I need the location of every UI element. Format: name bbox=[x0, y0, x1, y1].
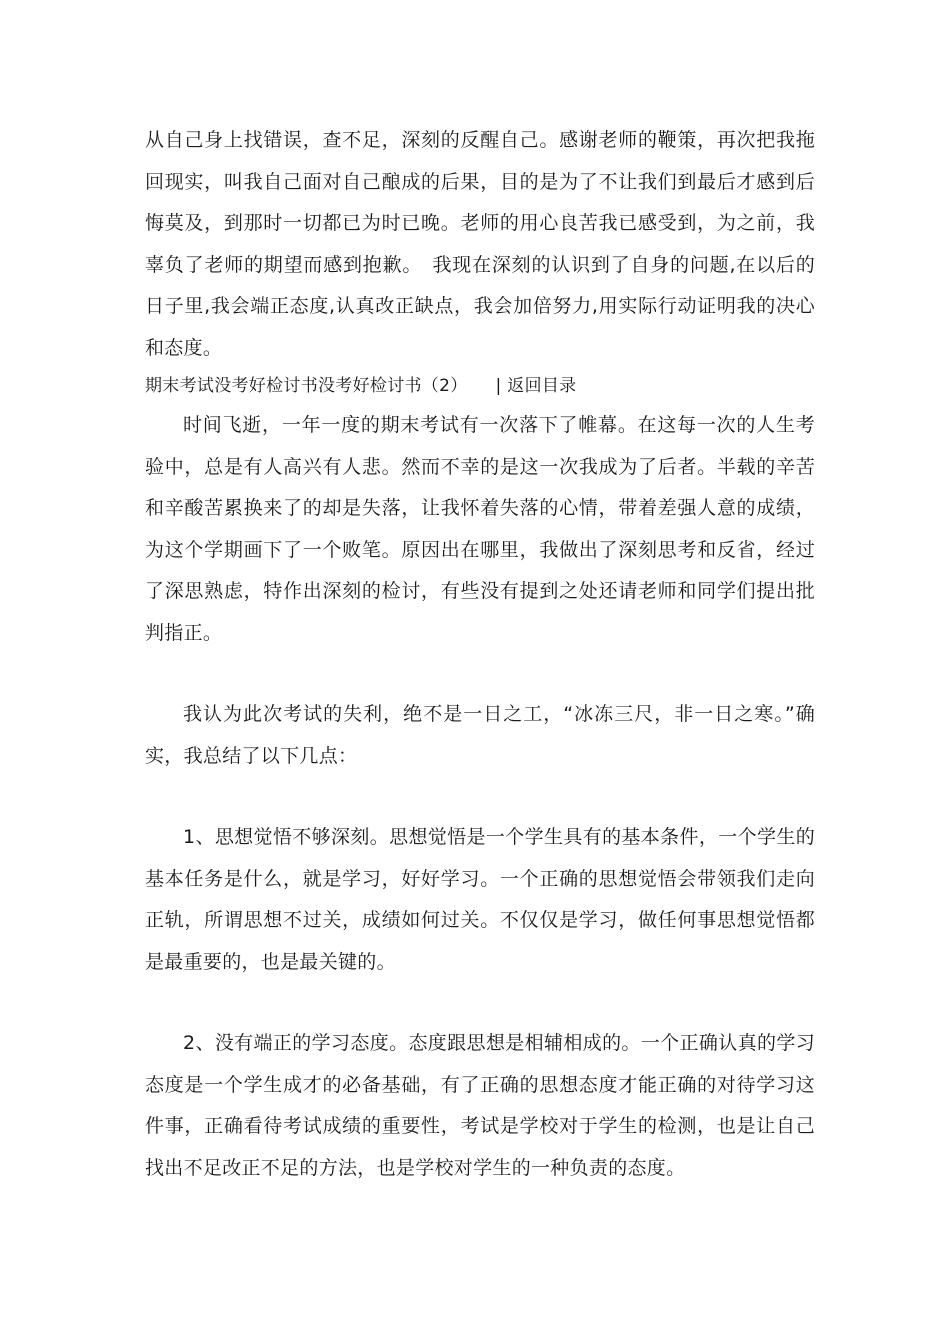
section-heading bbox=[145, 369, 815, 403]
back-to-toc-link[interactable]: 返回目录 bbox=[507, 376, 577, 396]
document-page bbox=[145, 120, 815, 1189]
intro-paragraph: 从自己身上找错误，查不足，深刻的反醒自己。感谢老师的鞭策，再次把我拖回现实，叫我自己面对自己酿成的后果，目的是为了不让我们到最后才感到后悔莫及，到那时一切都已为时已晚。老师的用心良苦我已感受到，为之前，我辜负了老师的期望而感到抱歉。 我现在深刻的认识到了自身的问题,在以后的日子里,我会端正态度,认真改正缺点，我会加倍努力,用实际行动证明我的决心和态度。 bbox=[145, 129, 815, 359]
section-heading-title: 期末考试没考好检讨书没考好检讨书（2） bbox=[145, 376, 468, 396]
toc-separator: | bbox=[495, 376, 502, 396]
body-paragraph: 1、思想觉悟不够深刻。思想觉悟是一个学生具有的基本条件，一个学生的基本任务是什么，就是学习，好好学习。一个正确的思想觉悟会带领我们走向正轨，所谓思想不过关，成绩如何过关。不仅仅是学习，做任何事思想觉悟都是最重要的，也是最关键的。 bbox=[145, 826, 815, 973]
body-paragraph: 2、没有端正的学习态度。态度跟思想是相辅相成的。一个正确认真的学习态度是一个学生成才的必备基础，有了正确的思想态度才能正确的对待学习这件事，正确看待考试成绩的重要性，考试是学校对于学生的检测，也是让自己找出不足改正不足的方法，也是学校对学生的一种负责的态度。 bbox=[145, 1032, 815, 1179]
body-paragraph: 我认为此次考试的失利，绝不是一日之工，“冰冻三尺，非一日之寒。”确实，我总结了以下几点： bbox=[145, 703, 815, 767]
body-paragraph: 时间飞逝，一年一度的期末考试有一次落下了帷幕。在这每一次的人生考验中，总是有人高兴有人悲。然而不幸的是这一次我成为了后者。半载的辛苦和辛酸苦累换来了的却是失落，让我怀着失落的心情，带着差强人意的成绩，为这个学期画下了一个败笔。原因出在哪里，我做出了深刻思考和反省，经过了深思熟虑，特作出深刻的检讨，有些没有提到之处还请老师和同学们提出批判指正。 bbox=[145, 414, 815, 644]
